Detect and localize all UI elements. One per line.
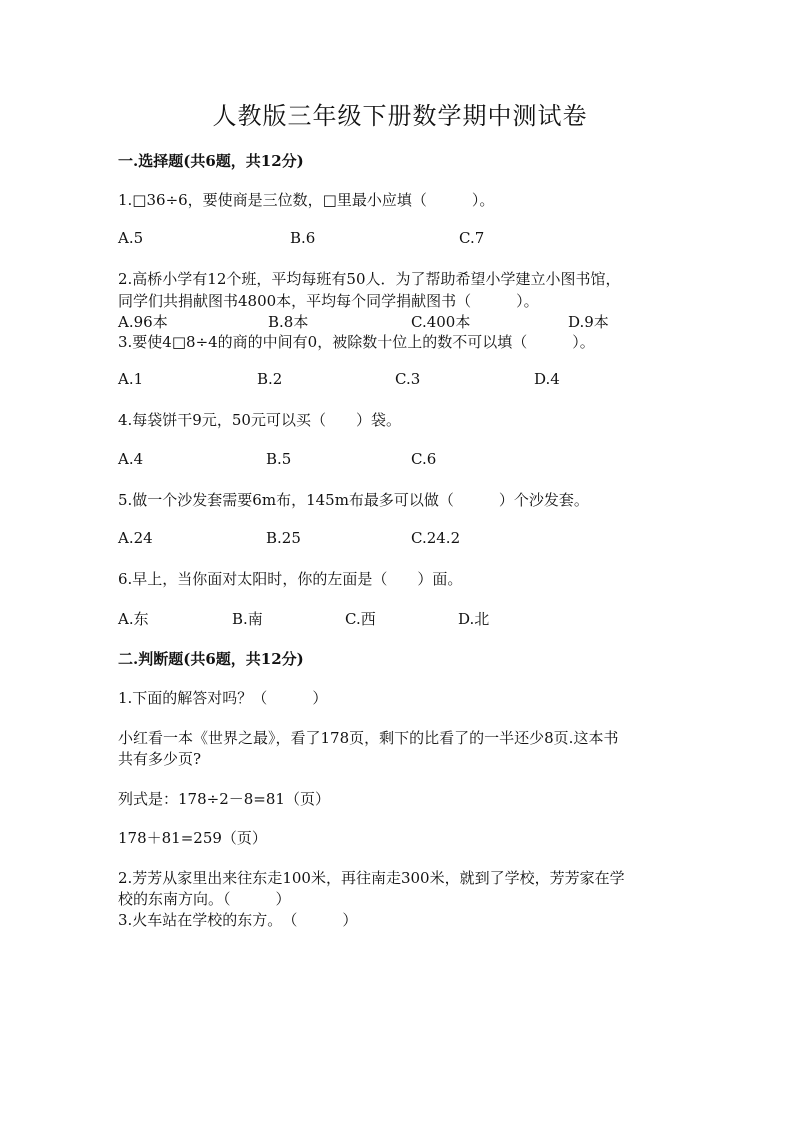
page-title: 人教版三年级下册数学期中测试卷 [212,102,588,130]
judge-1-text: 1.下面的解答对吗？（ ） [118,689,328,707]
q2-option-a: A.96本 [118,313,168,331]
q2-option-c: C.400本 [411,313,471,331]
question-4-text: 4.每袋饼干9元，50元可以买（ ）袋。 [118,411,401,429]
q6-option-c: C.西 [345,610,376,628]
judge-2-line-1: 2.芳芳从家里出来往东走100米，再往南走300米，就到了学校，芳芳家在学 [118,869,625,887]
q1-option-a: A.5 [118,229,144,247]
judge-1-story-line-1: 小红看一本《世界之最》，看了178页，剩下的比看了的一半还少8页.这本书 [118,729,619,747]
section-heading-choice: 一.选择题(共6题，共12分) [118,152,304,170]
q3-option-a: A.1 [118,370,144,388]
q4-option-b: B.5 [266,450,292,468]
question-1-text: 1.□36÷6，要使商是三位数，□里最小应填（ ）。 [118,191,495,209]
q3-option-b: B.2 [257,370,283,388]
judge-1-formula-1: 列式是：178÷2－8=81（页） [118,790,330,808]
q4-option-c: C.6 [411,450,437,468]
q5-option-a: A.24 [118,529,153,547]
q2-option-d: D.9本 [568,313,609,331]
judge-1-story-line-2: 共有多少页? [118,750,202,768]
q6-option-a: A.东 [118,610,149,628]
q6-option-b: B.南 [232,610,263,628]
q3-option-c: C.3 [395,370,421,388]
judge-3-text: 3.火车站在学校的东方。 （ ） [118,911,358,929]
q6-option-d: D.北 [458,610,490,628]
q1-option-b: B.6 [290,229,316,247]
question-2-line-2: 同学们共捐献图书4800本，平均每个同学捐献图书（ ）。 [118,292,539,310]
judge-1-formula-2: 178＋81=259（页） [118,829,267,847]
q1-option-c: C.7 [459,229,485,247]
judge-2-line-2: 校的东南方向。（ ） [118,890,291,908]
q2-option-b: B.8本 [268,313,309,331]
q3-option-d: D.4 [534,370,560,388]
q5-option-b: B.25 [266,529,301,547]
q5-option-c: C.24.2 [411,529,461,547]
question-3-text: 3.要使4□8÷4的商的中间有0，被除数十位上的数不可以填（ ）。 [118,333,595,351]
question-6-text: 6.早上，当你面对太阳时，你的左面是（ ）面。 [118,570,463,588]
question-2-line-1: 2.高桥小学有12个班，平均每班有50人．为了帮助希望小学建立小图书馆， [118,270,621,288]
q4-option-a: A.4 [118,450,144,468]
question-5-text: 5.做一个沙发套需要6m布，145m布最多可以做（ ）个沙发套。 [118,491,589,509]
section-heading-judgement: 二.判断题(共6题，共12分) [118,650,304,668]
